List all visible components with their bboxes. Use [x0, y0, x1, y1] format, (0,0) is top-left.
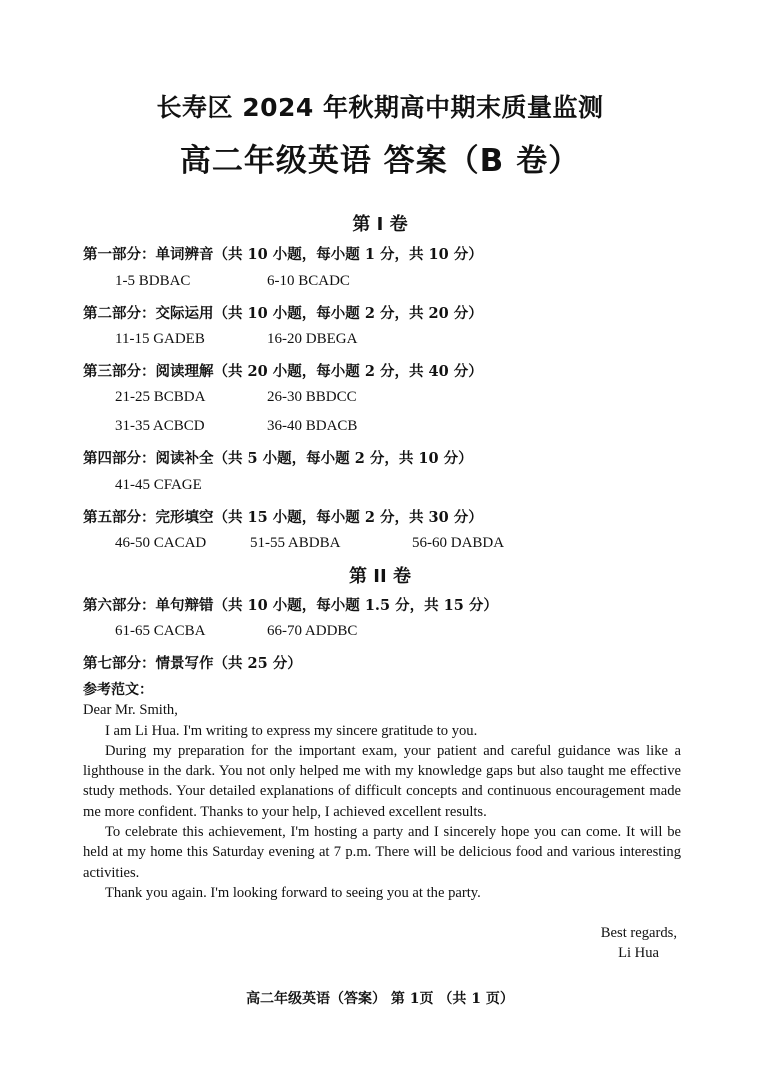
page-footer: 高二年级英语（答案） 第 1页 （共 1 页）	[246, 991, 514, 1007]
answer-group: 56-60 DABDA	[412, 535, 505, 551]
section-heading: 第一部分：单词辨音（共 10 小题，每小题 1 分，共 10 分）	[83, 246, 483, 263]
section-heading: 第六部分：单句辩错（共 10 小题，每小题 1.5 分，共 15 分）	[83, 597, 498, 614]
essay-paragraph: I am Li Hua. I'm writing to express my sincere gratitude to you.	[105, 722, 478, 739]
essay-paragraph: During my preparation for the important exam, your patient and careful guidance was like a lighthouse in the dark. You not only helped me with my knowledge gaps but also taught me effective study methods. Your detailed explanations of difficult concepts and continuous encouragement made me more confident. Thanks to your help, I achieved excellent results.	[83, 742, 681, 820]
answer-group: 16-20 DBEGA	[267, 331, 358, 347]
essay-paragraph: Thank you again. I'm looking forward to seeing you at the party.	[105, 884, 481, 901]
essay-paragraph: To celebrate this achievement, I'm hosting a party and I sincerely hope you can come. It will be held at my home this Saturday evening at 7 p.m. There will be delicious food and various interesting activities.	[83, 824, 681, 881]
answer-group: 26-30 BBDCC	[267, 389, 357, 405]
answer-group: 21-25 BCBDA	[115, 389, 206, 405]
answer-group: 36-40 BDACB	[267, 418, 358, 434]
answer-key-title: 高二年级英语 答案（B 卷）	[179, 143, 581, 179]
essay-salutation: Dear Mr. Smith,	[83, 702, 178, 719]
essay-signature: Li Hua	[618, 945, 659, 961]
section-heading: 第二部分：交际运用（共 10 小题，每小题 2 分，共 20 分）	[83, 305, 483, 322]
answer-group: 6-10 BCADC	[267, 273, 350, 289]
answer-group: 46-50 CACAD	[115, 535, 207, 551]
answer-group: 41-45 CFAGE	[115, 477, 202, 493]
exam-title: 长寿区 2024 年秋期高中期末质量监测	[156, 93, 604, 122]
answer-group: 11-15 GADEB	[115, 331, 205, 347]
section-heading: 第五部分：完形填空（共 15 小题，每小题 2 分，共 30 分）	[83, 509, 483, 526]
model-essay	[83, 680, 681, 903]
answer-group: 31-35 ACBCD	[115, 418, 205, 434]
essay-closing: Best regards,	[600, 925, 677, 941]
volume-1-label: 第 I 卷	[352, 214, 408, 235]
section-heading: 第三部分：阅读理解（共 20 小题，每小题 2 分，共 40 分）	[83, 363, 483, 380]
answer-group: 51-55 ABDBA	[250, 535, 341, 551]
section-heading: 第七部分：情景写作（共 25 分）	[83, 655, 302, 672]
answer-group: 61-65 CACBA	[115, 623, 206, 639]
answer-group: 1-5 BDBAC	[115, 273, 191, 289]
answer-group: 66-70 ADDBC	[267, 623, 358, 639]
essay-label: 参考范文：	[83, 682, 153, 698]
volume-2-label: 第 II 卷	[349, 566, 411, 587]
section-heading: 第四部分：阅读补全（共 5 小题，每小题 2 分，共 10 分）	[83, 450, 473, 467]
